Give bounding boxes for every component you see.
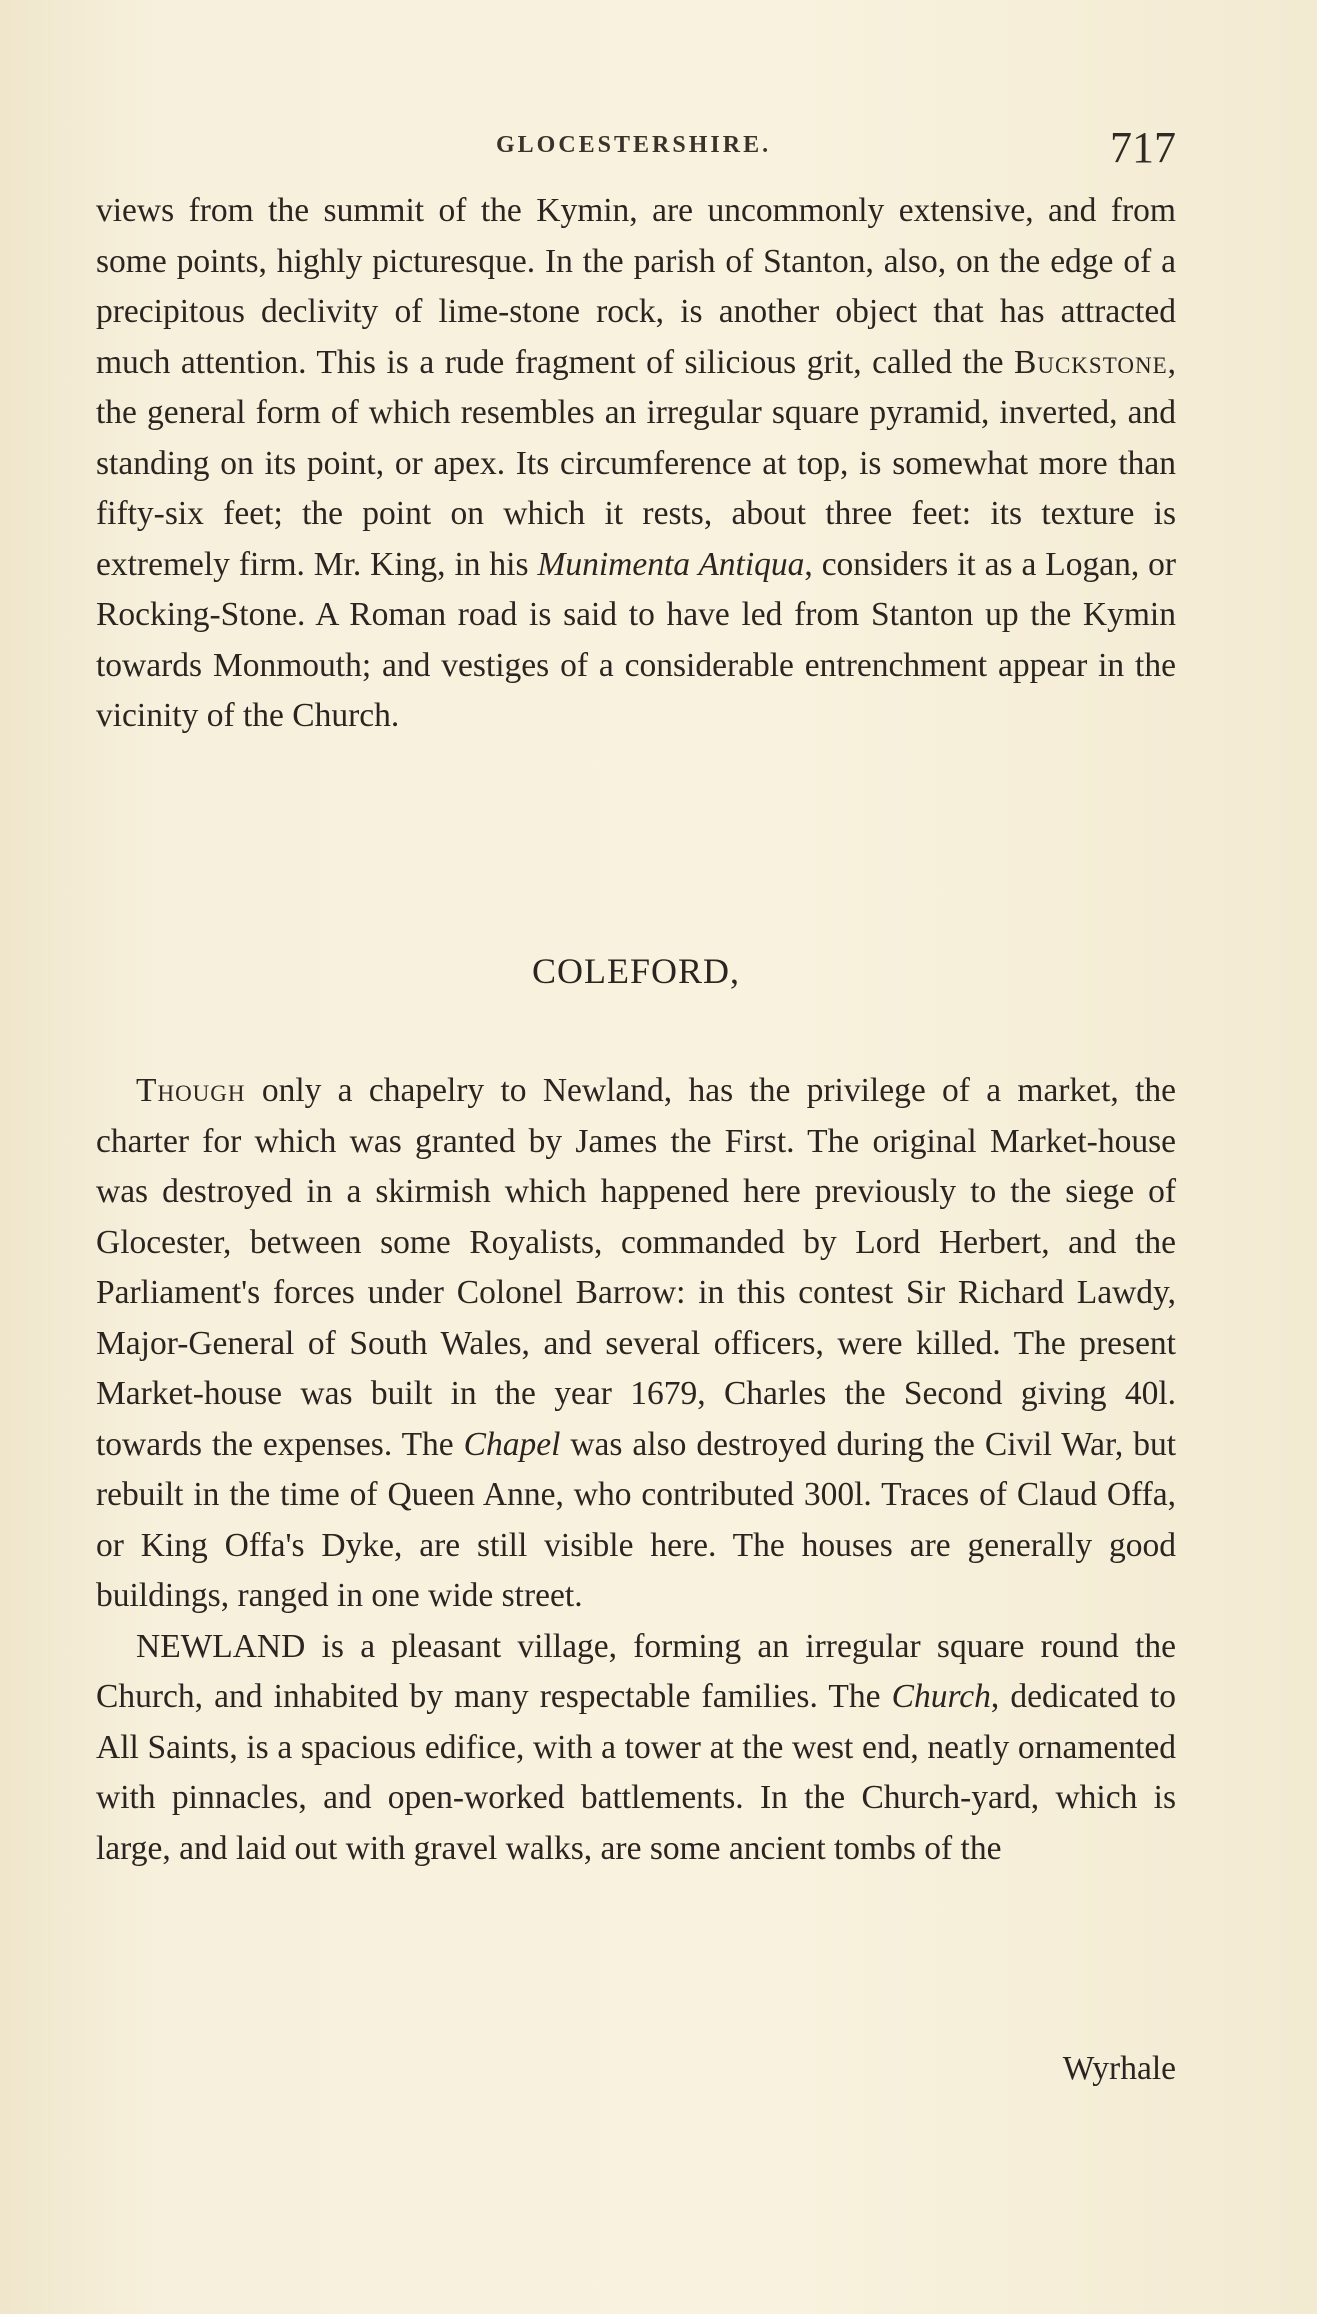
- paragraph-coleford: [96, 1066, 1176, 1622]
- running-head: GLOCESTERSHIRE.: [496, 132, 772, 158]
- page-header: [96, 122, 1176, 172]
- paragraph-text: [96, 186, 1176, 742]
- section-title: COLEFORD,: [531, 951, 741, 991]
- page-number: 717: [1110, 123, 1176, 172]
- paragraph-kymin-buckstone: [96, 186, 1176, 742]
- catchword: Wyrhale: [1062, 2050, 1176, 2087]
- section-body: [96, 1066, 1176, 1874]
- buckstone-name: Buckstone: [1014, 343, 1168, 381]
- text-run: , considers it as a Logan, or Rocking-Stone. A Roman road is said to have led from Stanton up the Kymin towards Monmouth; and vestiges of a considerable entrenchment appear in the vicinity of the Church.: [96, 545, 1177, 734]
- text-run: , dedicated to All Saints, is a spacious edifice, with a tower at the west end, neatly ornamented with pinnacles, and open-worked battlements. In the Church-yard, which is large, and laid out with gravel walks, are some ancient tombs of the: [96, 1678, 1176, 1867]
- opening-word: Though: [136, 1072, 246, 1109]
- chapel-word: Chapel: [463, 1425, 561, 1463]
- paragraph-newland: [96, 1622, 1176, 1875]
- church-word: Church: [891, 1678, 991, 1715]
- text-run: , the general form of which resembles an irregular square pyramid, inverted, and standing on its point, or apex. Its circumference at top, is somewhat more than fifty-six feet; the point on which it rests, about three feet: its texture is extremely firm. Mr. King, in his: [96, 343, 1176, 583]
- text-run: NEWLAND is a pleasant village, forming an irregular square round the Church, and inhabited by many respectable families. The: [96, 1627, 1176, 1715]
- text-run: only a chapelry to Newland, has the privilege of a market, the charter for which was granted by James the First. The original Market-house was destroyed in a skirmish which happened here previously to the siege of Glocester, between some Royalists, commanded by Lord Herbert, and the Parliament's forces under Colonel Barrow: in this contest Sir Richard Lawdy, Major-General of South Wales, and several officers, were killed. The present Market-house was built in the year 1679, Charles the Second giving 40l. towards the expenses. The: [96, 1072, 1176, 1463]
- book-title-munimenta: Munimenta Antiqua: [537, 545, 805, 583]
- text-run: was also destroyed during the Civil War, but rebuilt in the time of Queen Anne, who contributed 300l. Traces of Claud Offa, or King Offa's Dyke, are still visible here. The houses are generally good buildings, ranged in one wide street.: [96, 1425, 1176, 1614]
- text-run: views from the summit of the Kymin, are uncommonly extensive, and from some points, highly picturesque. In the parish of Stanton, also, on the edge of a precipitous declivity of lime-stone rock, is another object that has attracted much attention. This is a rude fragment of silicious grit, called the: [96, 192, 1176, 381]
